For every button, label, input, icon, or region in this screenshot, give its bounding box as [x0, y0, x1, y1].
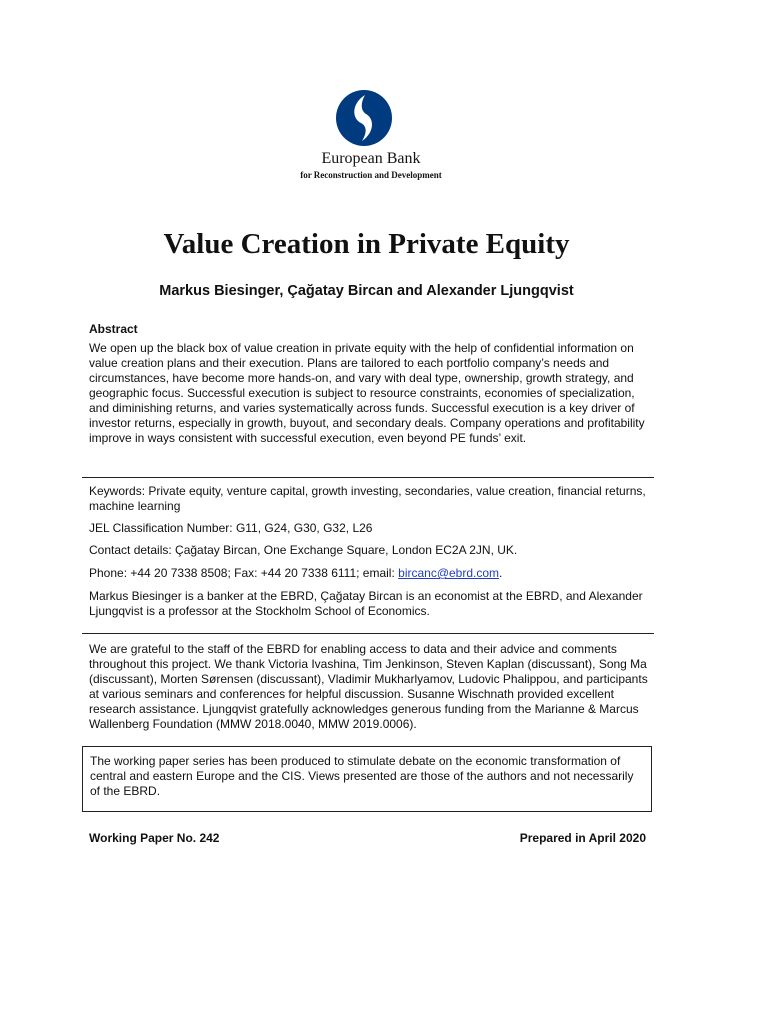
phone-text: Phone: +44 20 7338 8508; Fax: +44 20 7338 6111; email:: [89, 566, 399, 580]
ebrd-logo: [286, 86, 456, 186]
disclaimer-text: The working paper series has been produced to stimulate debate on the economic transformation of central and eastern Europe and the CIS. Views presented are those of the authors and not necessarily of the EBRD.: [90, 754, 634, 798]
contact-details: Contact details: Çağatay Bircan, One Exchange Square, London EC2A 2JN, UK.: [89, 543, 518, 557]
jel-classification: JEL Classification Number: G11, G24, G30, G32, L26: [89, 521, 373, 535]
logo-subtitle: for Reconstruction and Development: [300, 170, 442, 180]
prepared-date: Prepared in April 2020: [519, 831, 646, 845]
ebrd-logo-icon: [334, 88, 394, 148]
acknowledgements: We are grateful to the staff of the EBRD for enabling access to data and their advice and comments throughout this project. We thank Victoria Ivashina, Tim Jenkinson, Steven Kaplan (discussant), Song Ma (discussant), Morten Sørensen (discussant), Vladimir Mukharlyamov, Ludovic Phalippou, and participants at various seminars and conferences for helpful discussion. Susanne Wischnath provided excellent research assistance. Ljungqvist gratefully acknowledges generous funding from the Marianne & Marcus Wallenberg Foundation (MMW 2018.0040, MMW 2019.0006).: [89, 642, 648, 731]
divider-rule: [82, 633, 654, 634]
paper-authors: Markus Biesinger, Çağatay Bircan and Alexander Ljungqvist: [159, 283, 574, 299]
author-bios: Markus Biesinger is a banker at the EBRD, Çağatay Bircan is an economist at the EBRD, and Alexander Ljungqvist is a professor at the Stockholm School of Economics.: [89, 589, 643, 618]
phone-suffix: .: [499, 566, 503, 580]
abstract-heading: Abstract: [89, 322, 138, 336]
logo-name: European Bank: [321, 150, 421, 167]
phone-line: [89, 566, 649, 581]
paper-title: Value Creation in Private Equity: [163, 228, 570, 260]
email-link[interactable]: bircanc@ebrd.com: [398, 566, 500, 580]
keywords: Keywords: Private equity, venture capital, growth investing, secondaries, value creation, financial returns, machine learning: [89, 484, 646, 513]
working-paper-number: Working Paper No. 242: [89, 831, 220, 845]
abstract-body: We open up the black box of value creation in private equity with the help of confidential information on value creation plans and their execution. Plans are tailored to each portfolio company’s needs and circumstances, have become more hands-on, and vary with deal type, ownership, growth strategy, and geographic focus. Successful execution is subject to resource constraints, economies of specialization, and diminishing returns, and varies systematically across funds. Successful execution is a key driver of investor returns, especially in growth, buyout, and secondary deals. Company operations and profitability improve in ways consistent with successful execution, even beyond PE funds’ exit.: [89, 341, 645, 445]
divider-rule: [82, 477, 654, 478]
disclaimer-box: [82, 746, 652, 812]
